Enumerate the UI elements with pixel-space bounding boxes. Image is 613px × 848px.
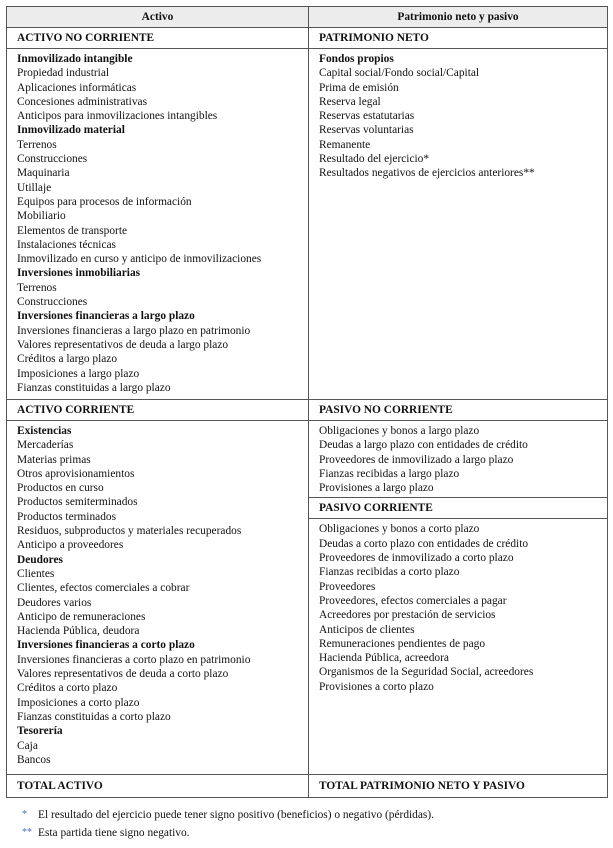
pasivo-corriente-title: PASIVO CORRIENTE xyxy=(309,498,608,519)
patrimonio-neto-title: PATRIMONIO NETO xyxy=(309,28,608,49)
account-item: Productos semiterminados xyxy=(17,496,138,509)
section-heading: Inmovilizado material xyxy=(17,124,125,137)
account-item: Anticipo de remuneraciones xyxy=(17,610,146,623)
account-item: Deudores varios xyxy=(17,596,92,609)
account-item: Instalaciones técnicas xyxy=(17,238,116,251)
section-heading: Inmovilizado intangible xyxy=(17,53,133,65)
activo-corriente-list xyxy=(7,421,309,775)
account-item: Obligaciones y bonos a largo plazo xyxy=(319,425,480,437)
section-heading: Inversiones financieras a corto plazo xyxy=(17,639,195,652)
account-item: Otros aprovisionamientos xyxy=(17,467,135,480)
pasivo-no-corriente-title: PASIVO NO CORRIENTE xyxy=(309,400,608,421)
account-item: Utillaje xyxy=(17,181,52,194)
account-item: Créditos a corto plazo xyxy=(17,682,118,695)
account-item: Inmovilizado en curso y anticipo de inmovilizaciones xyxy=(17,253,262,266)
account-item: Imposiciones a corto plazo xyxy=(17,696,140,709)
footnote xyxy=(22,824,434,842)
account-item: Fianzas recibidas a corto plazo xyxy=(319,566,460,579)
account-item: Valores representativos de deuda a largo plazo xyxy=(17,338,229,351)
account-item: Mercaderías xyxy=(17,439,74,452)
account-item: Elementos de transporte xyxy=(17,224,128,237)
account-item: Créditos a largo plazo xyxy=(17,353,118,366)
account-item: Deudas a corto plazo con entidades de crédito xyxy=(319,537,529,550)
balance-table xyxy=(6,6,608,798)
account-item: Fianzas constituidas a largo plazo xyxy=(17,381,171,394)
account-item: Anticipos para inmovilizaciones intangibles xyxy=(17,110,218,123)
activo-no-corriente-title: ACTIVO NO CORRIENTE xyxy=(7,28,309,49)
patrimonio-neto-list xyxy=(309,49,608,400)
account-item: Remuneraciones pendientes de pago xyxy=(319,637,486,650)
account-item: Resultado del ejercicio* xyxy=(319,153,430,166)
asterisk-icon: * xyxy=(22,809,27,820)
account-item: Capital social/Fondo social/Capital xyxy=(319,67,480,80)
account-item: Propiedad industrial xyxy=(17,67,110,80)
account-item: Concesiones administrativas xyxy=(17,95,148,108)
header-activo: Activo xyxy=(7,7,309,28)
total-patrimonio-pasivo: TOTAL PATRIMONIO NETO Y PASIVO xyxy=(309,775,608,798)
account-item: Proveedores, efectos comerciales a pagar xyxy=(319,594,507,607)
pasivo-corriente-list xyxy=(309,519,608,775)
account-item: Inversiones financieras a largo plazo en patrimonio xyxy=(17,324,251,337)
account-item: Reservas voluntarias xyxy=(319,124,414,137)
activo-corriente-title: ACTIVO CORRIENTE xyxy=(7,400,309,421)
asterisk-icon: ** xyxy=(22,827,32,838)
account-item: Provisiones a largo plazo xyxy=(319,482,434,495)
account-item: Valores representativos de deuda a corto plazo xyxy=(17,668,229,681)
account-item: Obligaciones y bonos a corto plazo xyxy=(319,523,480,536)
account-item: Clientes xyxy=(17,567,55,580)
section-heading: Deudores xyxy=(17,553,63,566)
account-item: Reserva legal xyxy=(319,95,381,108)
account-item: Aplicaciones informáticas xyxy=(17,81,137,94)
section-heading: Inversiones financieras a largo plazo xyxy=(17,310,195,323)
account-item: Proveedores de inmovilizado a corto plazo xyxy=(319,552,514,565)
account-item: Caja xyxy=(17,739,38,752)
footnote-text: Esta partida tiene signo negativo. xyxy=(38,827,190,839)
section-heading: Existencias xyxy=(17,425,72,437)
account-item: Residuos, subproductos y materiales recuperados xyxy=(17,525,242,538)
account-item: Deudas a largo plazo con entidades de crédito xyxy=(319,439,528,452)
account-item: Acreedores por prestación de servicios xyxy=(319,609,496,622)
section-heading: Fondos propios xyxy=(319,53,394,65)
account-item: Prima de emisión xyxy=(319,81,399,94)
account-item: Productos en curso xyxy=(17,482,104,495)
account-item: Proveedores de inmovilizado a largo plazo xyxy=(319,453,514,466)
total-activo: TOTAL ACTIVO xyxy=(7,775,309,798)
account-item: Maquinaria xyxy=(17,167,70,180)
account-item: Bancos xyxy=(17,753,51,766)
account-item: Fianzas constituidas a corto plazo xyxy=(17,710,171,723)
account-item: Equipos para procesos de información xyxy=(17,195,192,208)
account-item: Materias primas xyxy=(17,453,91,466)
account-item: Clientes, efectos comerciales a cobrar xyxy=(17,582,190,595)
account-item: Productos terminados xyxy=(17,510,117,523)
account-item: Terrenos xyxy=(17,281,57,294)
account-item: Proveedores xyxy=(319,580,376,593)
account-item: Anticipo a proveedores xyxy=(17,539,124,552)
header-patrimonio-pasivo: Patrimonio neto y pasivo xyxy=(309,7,608,28)
account-item: Mobiliario xyxy=(17,210,66,223)
account-item: Fianzas recibidas a largo plazo xyxy=(319,467,460,480)
account-item: Construcciones xyxy=(17,296,88,309)
account-item: Hacienda Pública, acreedora xyxy=(319,652,449,665)
account-item: Hacienda Pública, deudora xyxy=(17,625,140,638)
account-item: Terrenos xyxy=(17,138,57,151)
footnote xyxy=(22,806,434,824)
account-item: Resultados negativos de ejercicios anteriores** xyxy=(319,167,535,180)
account-item: Reservas estatutarias xyxy=(319,110,415,123)
section-heading: Tesorería xyxy=(17,725,63,738)
section-heading: Inversiones inmobiliarias xyxy=(17,267,141,280)
account-item: Provisiones a corto plazo xyxy=(319,680,434,693)
activo-no-corriente-list xyxy=(7,49,309,400)
account-item: Remanente xyxy=(319,138,371,151)
account-item: Anticipos de clientes xyxy=(319,623,415,636)
footnotes xyxy=(22,806,434,842)
account-item: Construcciones xyxy=(17,153,88,166)
account-item: Imposiciones a largo plazo xyxy=(17,367,140,380)
pasivo-no-corriente-list xyxy=(309,421,608,498)
account-item: Organismos de la Seguridad Social, acreedores xyxy=(319,666,534,679)
account-item: Inversiones financieras a corto plazo en patrimonio xyxy=(17,653,251,666)
footnote-text: El resultado del ejercicio puede tener signo positivo (beneficios) o negativo (pérdidas). xyxy=(38,809,435,821)
